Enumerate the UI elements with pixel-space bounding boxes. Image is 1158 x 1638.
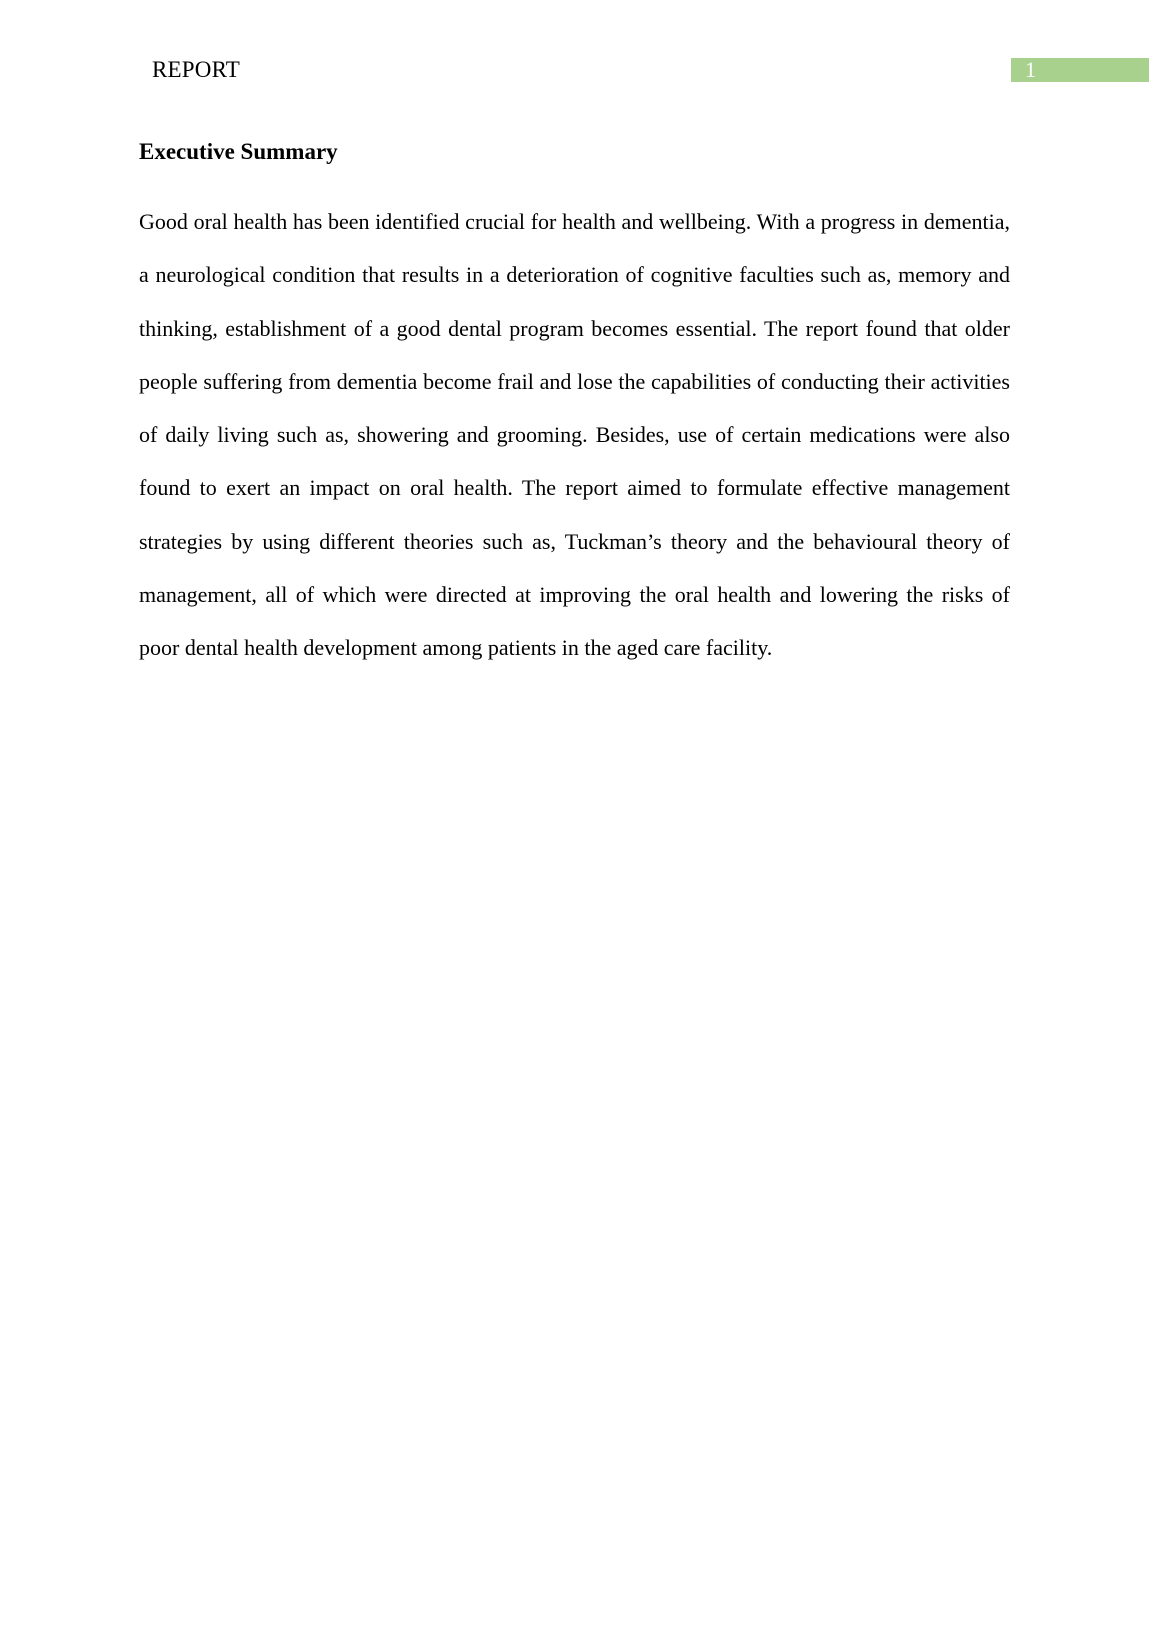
body-paragraph: Good oral health has been identified crucial for health and wellbeing. With a progress in dementia, a neurological condition that results in a deterioration of cognitive faculties such as, memory and thinking, establishment of a good dental program becomes essential. The report found that older people suffering from dementia become frail and lose the capabilities of conducting their activities of daily living such as, showering and grooming. Besides, use of certain medications were also found to exert an impact on oral health. The report aimed to formulate effective management strategies by using different theories such as, Tuckman’s theory and the behavioural theory of management, all of which were directed at improving the oral health and lowering the risks of poor dental health development among patients in the aged care facility. (139, 209, 1010, 661)
page-number-badge (1011, 58, 1149, 82)
section-heading: Executive Summary (139, 139, 338, 164)
running-header-title: REPORT (152, 57, 241, 82)
page-number: 1 (1025, 57, 1036, 82)
